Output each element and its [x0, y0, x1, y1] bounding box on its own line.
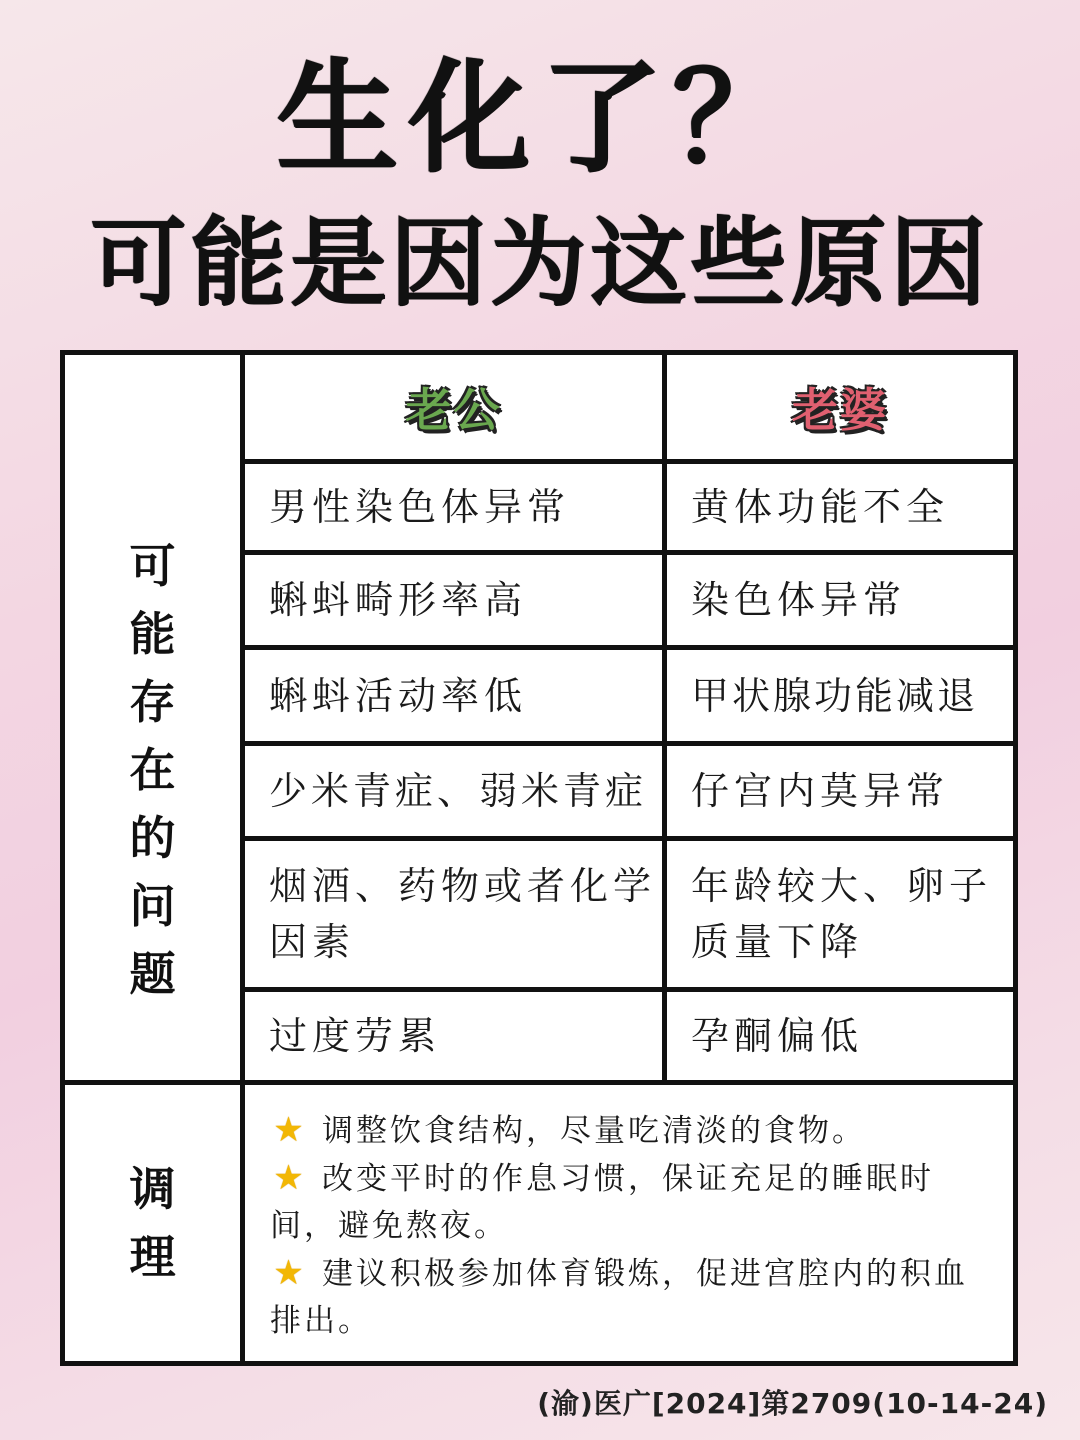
care-tip [270, 1155, 1000, 1250]
row-label-char: 在 [129, 742, 176, 797]
row-label-problems [65, 459, 240, 1080]
row-label-char: 可 [129, 538, 176, 593]
care-tip-text: 调整饮食结构，尽量吃清淡的食物。 [322, 1113, 866, 1149]
row-label-char: 题 [129, 946, 176, 1001]
star-icon: ★ [273, 1253, 307, 1293]
cell-husband-5: 烟酒、药物或者化学因素 [269, 864, 657, 964]
header-wife: 老婆 [792, 383, 888, 437]
header-husband: 老公 [405, 383, 502, 437]
cell-husband-4: 少米青症、弱米青症 [269, 769, 648, 813]
row-label-care [65, 1085, 240, 1361]
care-tip [270, 1107, 1000, 1155]
care-tip-text: 改变平时的作息习惯，保证充足的睡眠时间，避免熬夜。 [270, 1161, 934, 1244]
cell-wife-6: 孕酮偏低 [691, 1014, 864, 1058]
cell-husband-1: 男性染色体异常 [269, 485, 571, 529]
row-label-char: 存 [129, 674, 176, 729]
cell-husband-2: 蝌蚪畸形率高 [269, 578, 528, 622]
license-footer: (渝)医广[2024]第2709(10-14-24) [537, 1387, 1048, 1420]
title-line-1: 生化了？ [276, 47, 804, 189]
care-tip-text: 建议积极参加体育锻炼，促进宫腔内的积血排出。 [270, 1256, 968, 1339]
cell-wife-4: 仔宫内莫异常 [691, 769, 950, 813]
row-label-char: 能 [129, 606, 176, 661]
cell-wife-2: 染色体异常 [691, 578, 907, 622]
care-tips [270, 1107, 1000, 1345]
star-icon: ★ [273, 1110, 307, 1150]
star-icon: ★ [273, 1158, 307, 1198]
row-label-char: 的 [129, 810, 176, 865]
care-label-char: 理 [129, 1230, 176, 1284]
causes-table [60, 350, 1018, 1366]
care-tip [270, 1250, 1000, 1345]
title-line-2: 可能是因为这些原因 [90, 207, 990, 319]
row-label-char: 问 [129, 878, 176, 933]
cell-husband-6: 过度劳累 [269, 1014, 442, 1058]
cell-wife-5: 年龄较大、卵子质量下降 [691, 864, 993, 964]
cell-husband-3: 蝌蚪活动率低 [269, 673, 528, 718]
cell-wife-1: 黄体功能不全 [691, 485, 950, 529]
care-label-char: 调 [129, 1162, 176, 1216]
cell-wife-3: 甲状腺功能减退 [691, 673, 979, 718]
